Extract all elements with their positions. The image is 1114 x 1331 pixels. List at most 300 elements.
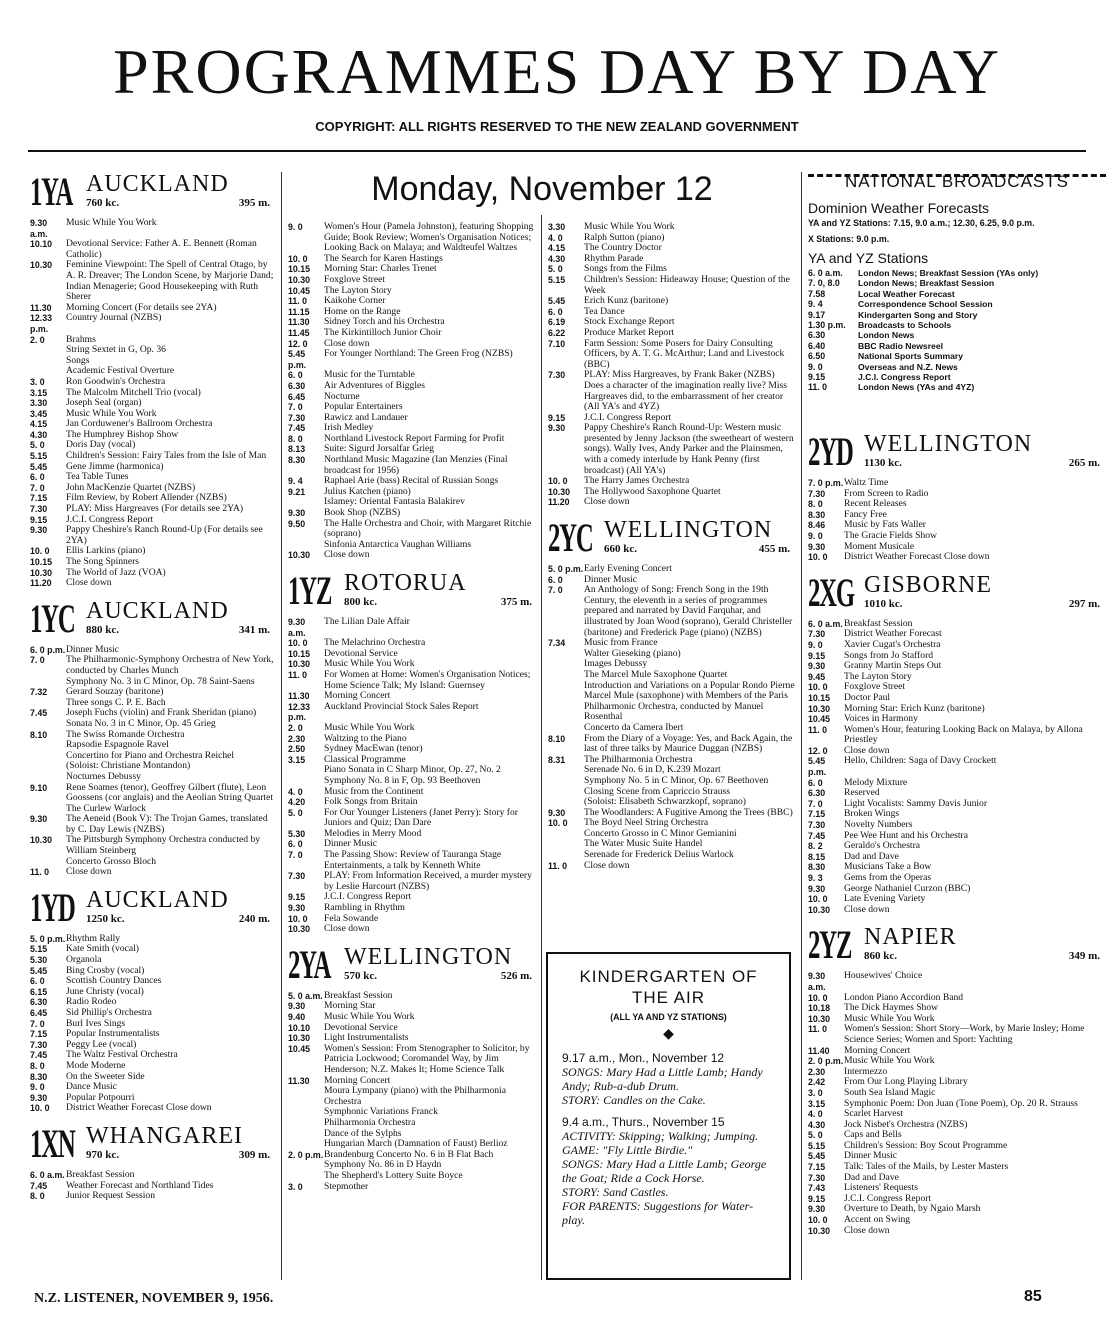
station-callsign: 2YZ — [808, 922, 852, 968]
programme-title: Marcel Mule (saxophone) with Members of the Paris Philharmonic Orchestra, conducted by Manuel Rosenthal — [584, 690, 788, 723]
programme-time — [30, 366, 66, 377]
station-block — [808, 429, 1106, 563]
station-block — [808, 922, 1106, 1236]
programme-title: Pee Wee Hunt and his Orchestra — [844, 829, 968, 841]
programme-time: 10.30 — [808, 1013, 831, 1024]
programme-item — [288, 670, 538, 691]
programme-time: 7.30 — [30, 1039, 48, 1050]
programme-time — [288, 1171, 324, 1182]
programme-item — [808, 552, 1106, 563]
national-time: 6. 0 a.m. — [808, 268, 843, 278]
programme-title: Pappy Cheshire's Ranch Round-Up (For details see 2YA) — [66, 524, 263, 546]
programme-item — [548, 339, 796, 371]
national-time: 9. 4 — [808, 299, 823, 310]
kindergarten-box — [546, 952, 791, 1280]
kindergarten-line: SONGS: Mary Had a Little Lamb; George the Goat; Ride a Cock Horse. — [562, 1157, 767, 1185]
programme-title: The Hollywood Saxophone Quartet — [584, 485, 721, 497]
programme-time: 6. 0 — [30, 472, 45, 483]
station-header — [30, 595, 276, 641]
programme-time: 10.30 — [808, 703, 831, 714]
programme-time: 9. 0 — [288, 222, 303, 232]
programme-time: 11.20 — [548, 497, 570, 508]
programme-title: Music While You Work — [66, 407, 157, 419]
programme-item — [30, 655, 276, 676]
programme-title: Julius Katchen (piano) — [324, 485, 411, 497]
programme-item — [288, 1182, 538, 1193]
programme-title: London Piano Accordion Band — [844, 991, 964, 1003]
programme-title: PLAY: Miss Hargreaves (For details see 2YA) — [66, 503, 244, 515]
programme-time: 8.30 — [808, 862, 826, 873]
programme-time: 10.15 — [288, 264, 311, 275]
programme-title: The Melachrino Orchestra — [324, 637, 426, 649]
programme-item — [30, 867, 276, 878]
masthead: PROGRAMMES DAY BY DAY — [113, 36, 1001, 107]
programme-title: The Halle Orchestra and Choir, with Margaret Ritchie (soprano) — [324, 517, 532, 540]
programme-item — [548, 670, 796, 681]
programme-title: Rambling in Rhythm — [324, 902, 406, 914]
national-item — [808, 310, 1106, 320]
national-item — [808, 330, 1106, 340]
programme-title: The Dick Haymes Show — [844, 1002, 939, 1014]
station-header — [30, 169, 276, 214]
station-callsign: 1YD — [30, 884, 75, 930]
programme-time: 6.15 — [30, 986, 48, 997]
programme-time: 10.30 — [288, 550, 311, 561]
programme-title: Concerto Grosso in C Minor Gemianini — [584, 827, 737, 839]
programme-title: Housewives' Choice — [844, 970, 923, 982]
station-wavelength: 297 m. — [1068, 597, 1100, 610]
programme-item — [288, 776, 538, 787]
programme-time — [548, 787, 584, 798]
station-header — [808, 569, 1106, 615]
programme-time: 3.15 — [808, 1098, 826, 1109]
programme-time — [30, 761, 66, 772]
programme-title: Academic Festival Overture — [66, 365, 175, 377]
programme-title: Accent on Swing — [844, 1214, 911, 1226]
programme-item — [548, 222, 796, 233]
kindergarten-date: 9.17 a.m., Mon., November 12 — [562, 1051, 725, 1065]
programme-title: Caps and Bells — [844, 1129, 902, 1141]
national-item — [808, 351, 1106, 361]
programme-title: Reserved — [844, 787, 880, 799]
programme-time: 10. 0 — [808, 992, 828, 1003]
programme-title: Country Journal (NZBS) — [66, 312, 162, 324]
programme-title: Symphony No. 5 in C Minor, Op. 67 Beethoven — [584, 774, 769, 786]
programme-title: Kaikohe Corner — [324, 295, 386, 307]
programme-time: 6. 0 — [808, 777, 823, 788]
programme-title: Pappy Cheshire's Ranch Round-Up: Western music presented by Jenny Jackson (the sweetheart of western songs). Wally Ives, Andy Parker and the Plainsmen, with a comedy interlude by Hank Penny (first broadcast) (All YA's) — [584, 422, 794, 476]
programme-time: 2.30 — [808, 1066, 826, 1077]
column-divider — [801, 172, 802, 1280]
programme-time: 6. 0 — [288, 370, 303, 381]
programme-title: Children's Session: Fairy Tales from the Isle of Man — [66, 450, 267, 462]
programme-time: 9.30 — [30, 814, 48, 825]
programme-title: Devotional Service: Father A. E. Bennett (Roman Catholic) — [66, 238, 257, 260]
programme-title: The Pittsburgh Symphony Orchestra conducted by William Steinberg — [66, 834, 261, 857]
programme-title: District Weather Forecast Close down — [844, 551, 990, 563]
programme-time — [30, 804, 66, 815]
programme-time: 9.30 — [808, 1204, 826, 1215]
programme-time: 3.15 — [30, 387, 48, 398]
programme-item — [808, 640, 1106, 651]
programme-title: Weather Forecast and Northland Tides — [66, 1179, 214, 1191]
programme-item — [30, 1103, 276, 1114]
national-time: 9.17 — [808, 309, 826, 320]
programme-time: 10. 0 — [30, 546, 50, 557]
programme-title: Sidney Torch and his Orchestra — [324, 316, 445, 328]
programme-title: Music While You Work — [66, 217, 157, 228]
programme-title: The Malcolm Mitchell Trio (vocal) — [66, 386, 201, 398]
weather-line: YA and YZ Stations: 7.15, 9.0 a.m.; 12.30, 6.25, 9.0 p.m. — [808, 218, 1035, 228]
station-city: WELLINGTON — [604, 517, 773, 544]
national-title: Overseas and N.Z. News — [858, 361, 958, 372]
programme-title: June Christy (vocal) — [66, 985, 144, 997]
programme-title: Close down — [584, 496, 630, 508]
programme-item — [548, 776, 796, 787]
station-header — [30, 884, 276, 930]
programme-time: 10. 0 — [548, 476, 568, 487]
programme-time: 10.30 — [288, 1033, 311, 1044]
station-city: NAPIER — [864, 924, 957, 951]
station-frequency: 970 kc. — [86, 1148, 119, 1161]
station-header — [548, 515, 796, 561]
programme-title: Morning Concert — [844, 1044, 911, 1056]
national-item — [808, 341, 1106, 351]
programme-time: 10. 0 — [288, 253, 308, 264]
programme-title: Dad and Dave — [844, 850, 899, 862]
programme-title: Air Adventures of Biggles — [324, 379, 425, 391]
programme-item — [30, 377, 276, 388]
programme-item — [288, 275, 538, 286]
programme-title: Foxglove Street — [324, 273, 386, 285]
programme-title: Close down — [324, 337, 370, 349]
programme-title: Women's Session: Short Story—Work, by Marie Insley; Home Science Series; Women and Sport: Yachting — [844, 1023, 1085, 1045]
programme-item — [30, 1170, 276, 1181]
programme-time: 2.50 — [288, 744, 306, 755]
programme-time: 6.19 — [548, 317, 566, 328]
programme-time: 2.42 — [808, 1077, 826, 1088]
header-rule — [28, 150, 1086, 152]
programme-time: 11.40 — [808, 1045, 830, 1056]
programme-title: (Soloist: Christiane Montandon) — [66, 760, 191, 772]
programme-time — [288, 497, 324, 508]
programme-title: Close down — [66, 866, 112, 878]
programme-item — [288, 222, 538, 254]
programme-time: 7. 0 — [30, 655, 45, 666]
programme-time: 9.45 — [808, 671, 826, 682]
programme-time: 6. 0 — [548, 306, 563, 317]
programme-title: Concerto Grosso Bloch — [66, 855, 157, 867]
programme-title: Late Evening Variety — [844, 893, 926, 905]
programme-time: 5.15 — [30, 451, 48, 462]
programme-item — [548, 497, 796, 508]
programme-item — [30, 783, 276, 804]
programme-title: Stepmother — [324, 1180, 369, 1192]
programme-time: 11. 0 — [808, 724, 828, 735]
programme-time: 10. 0 — [808, 894, 828, 905]
page-number: 85 — [1024, 1288, 1042, 1305]
programme-time: 11. 0 — [30, 867, 50, 878]
programme-time: 5. 0 p.m. — [30, 933, 66, 944]
programme-time: 3. 0 — [808, 1087, 823, 1098]
programme-time: 11. 0 — [808, 1024, 828, 1035]
programme-item — [288, 455, 538, 476]
national-time: 1.30 p.m. — [808, 320, 846, 331]
programme-title: Kate Smith (vocal) — [66, 943, 139, 955]
programme-title: The Curlew Warlock — [66, 802, 147, 814]
programme-time — [30, 751, 66, 762]
programme-title: Burl Ives Sings — [66, 1017, 126, 1029]
programme-time: 3. 0 — [30, 376, 45, 387]
programme-time: 7.30 — [30, 504, 48, 515]
programme-item — [288, 1086, 538, 1107]
programme-title: Waltzing to the Piano — [324, 732, 407, 744]
programme-item — [30, 835, 276, 856]
programme-time — [288, 540, 324, 551]
programme-time: 9.15 — [30, 514, 48, 525]
programme-title: Rene Soames (tenor), Geoffrey Gilbert (flute), Leon Goossens (cor anglais) and the Aeolian String Quartet — [66, 781, 274, 804]
programme-time: 6.45 — [288, 391, 306, 402]
station-city: AUCKLAND — [86, 597, 229, 624]
programme-title: Devotional Service — [324, 1021, 398, 1033]
station-city: AUCKLAND — [86, 171, 229, 197]
station-block — [288, 568, 538, 935]
programme-title: Nocturnes Debussy — [66, 770, 141, 782]
programme-title: Jock Nisbet's Orchestra (NZBS) — [844, 1118, 968, 1130]
station-city: GISBORNE — [864, 571, 993, 598]
programme-title: Tea Dance — [584, 305, 625, 317]
national-time: 6.40 — [808, 340, 826, 351]
station-wavelength: 341 m. — [238, 623, 270, 636]
programme-title: Breakfast Session — [66, 1168, 135, 1180]
programme-time: 2. 0 — [30, 334, 45, 345]
programme-item — [30, 578, 276, 589]
programme-time: 7.15 — [30, 493, 48, 504]
programme-time: 6. 0 a.m. — [808, 618, 843, 629]
programme-title: Women's Session: From Stenographer to Solicitor, by Patricia Lockwood; Coromandel Way, by Jim Henderson; N.Z. Makes It; Home Science Talk — [324, 1042, 530, 1075]
programme-title: Dinner Music — [584, 573, 638, 585]
programme-title: Women's Hour, featuring Looking Back on Malaya, by Allona Priestley — [844, 723, 1083, 746]
programme-time — [30, 772, 66, 783]
programme-title: Sydney MacEwan (tenor) — [324, 743, 423, 755]
programme-time — [288, 1118, 324, 1129]
programme-item — [288, 723, 538, 734]
programme-title: Popular Entertainers — [324, 401, 403, 413]
programme-title: Popular Potpourri — [66, 1091, 135, 1103]
station-frequency: 800 kc. — [344, 596, 377, 608]
programme-time: 8. 0 — [30, 1060, 45, 1071]
station-header — [30, 1120, 276, 1166]
programme-time — [548, 659, 584, 670]
station-callsign: 2YC — [548, 515, 593, 561]
programme-title: An Anthology of Song: French Song in the 19th Century, the eleventh in a series of programmes prepared and narrated by David Farquhar, and illustrated by Joan Wood (soprano), Gerald Christeller (baritone) and Frederick Page (piano) (NZBS) — [584, 584, 793, 638]
national-title: London News; Breakfast Session (YAs only) — [858, 268, 1039, 278]
programme-title: South Sea Island Magic — [844, 1086, 936, 1098]
programme-title: Music from France — [584, 637, 658, 649]
programme-title: (Soloist: Elisabeth Schwarzkopf, soprano) — [584, 796, 746, 808]
programme-time: 7.30 — [548, 370, 566, 381]
programme-title: The Song Spinners — [66, 556, 140, 567]
programme-time: 9.30 — [288, 903, 306, 914]
programme-time: 11.30 — [30, 302, 52, 313]
day-heading: Monday, November 12 — [371, 170, 713, 208]
programme-item — [288, 550, 538, 561]
programme-title: Rhythm Parade — [584, 252, 644, 264]
programme-title: Philharmonia Orchestra — [324, 1116, 416, 1128]
national-time: 7.58 — [808, 288, 826, 299]
kindergarten-line: ACTIVITY: Skipping; Walking; Jumping. — [562, 1129, 759, 1143]
programme-title: Dance Music — [66, 1081, 117, 1093]
national-title: Kindergarten Song and Story — [858, 309, 978, 320]
programme-time: 3. 0 — [288, 1181, 303, 1192]
programme-time — [548, 723, 584, 734]
programme-item — [548, 370, 796, 412]
programme-time: 10.15 — [288, 648, 311, 659]
programme-title: Popular Instrumentalists — [66, 1028, 160, 1040]
programme-title: Home on the Range — [324, 305, 401, 317]
station-wavelength: 309 m. — [238, 1148, 270, 1161]
programme-time: 5.30 — [30, 955, 48, 966]
programme-item — [30, 1008, 276, 1019]
programme-time: 10.30 — [288, 659, 311, 670]
programme-time: 8.30 — [30, 1071, 48, 1082]
programme-item — [548, 423, 796, 476]
programme-time — [548, 649, 584, 660]
programme-title: Rhythm Rally — [66, 932, 121, 944]
national-title: NATIONAL BROADCASTS — [845, 172, 1069, 191]
programme-title: Close down — [324, 549, 370, 561]
programme-title: J.C.I. Congress Report — [844, 1192, 932, 1204]
programme-title: Folk Songs from Britain — [324, 796, 418, 808]
programme-title: Talk: Tales of the Mails, by Lester Masters — [844, 1161, 1009, 1173]
programme-item — [548, 861, 796, 872]
weather-line: X Stations: 9.0 p.m. — [808, 234, 890, 244]
programme-time: 9. 0 — [30, 1082, 45, 1093]
programme-item — [548, 734, 796, 755]
programme-time: 5. 0 a.m. — [288, 990, 323, 1001]
programme-title: The World of Jazz (VOA) — [66, 566, 166, 578]
programme-time — [288, 1086, 324, 1107]
programme-title: PLAY: From Information Received, a murder mystery by Leslie Harcourt (NZBS) — [324, 870, 532, 892]
programme-title: Voices in Harmony — [844, 713, 918, 725]
programme-time: 5.45 — [30, 965, 48, 976]
programme-time — [288, 1139, 324, 1150]
programme-title: For Younger Northland: The Green Frog (NZBS) — [324, 348, 513, 360]
national-item — [808, 289, 1106, 299]
programme-time: 7.45 — [30, 708, 48, 719]
station-city: AUCKLAND — [86, 886, 229, 913]
programme-title: District Weather Forecast Close down — [66, 1102, 212, 1114]
programme-title: Rawicz and Landauer — [324, 411, 408, 423]
programme-title: Melodies in Merry Mood — [324, 827, 422, 839]
programme-time: 8. 2 — [808, 841, 823, 852]
programme-time — [288, 1107, 324, 1118]
programme-time: 10.15 — [808, 692, 831, 703]
station-callsign: 2YA — [288, 941, 331, 987]
programme-time: 5. 0 — [288, 807, 303, 818]
programme-title: Morning Concert — [324, 1074, 391, 1086]
national-item — [808, 320, 1106, 330]
station-callsign: 2XG — [808, 569, 854, 615]
programme-time: 7.43 — [808, 1183, 826, 1194]
col-4 — [808, 429, 1106, 1246]
programme-title: Light Vocalists: Sammy Davis Junior — [844, 797, 988, 809]
programme-title: Broken Wings — [844, 808, 900, 820]
programme-time: 10.45 — [288, 1043, 311, 1054]
programme-title: Ellis Larkins (piano) — [66, 545, 146, 557]
national-title: National Sports Summary — [858, 351, 964, 362]
programme-time: 10. 0 — [288, 638, 308, 649]
programme-title: J.C.I. Congress Report — [324, 891, 412, 903]
programme-title: Irish Medley — [324, 422, 374, 434]
programme-item — [808, 693, 1106, 704]
programme-time: 10. 0 — [808, 552, 828, 563]
yz-title: YA and YZ Stations — [808, 250, 929, 266]
programme-title: Northland Music Magazine (Ian Menzies (Final broadcast for 1956) — [324, 454, 508, 476]
station-frequency: 760 kc. — [86, 197, 119, 209]
programme-title: Mode Moderne — [66, 1059, 126, 1071]
programme-title: Serenade for Frederick Delius Warlock — [584, 849, 734, 861]
programme-title: Raphael Arie (bass) Recital of Russian Songs — [324, 475, 499, 487]
programme-title: Dinner Music — [324, 838, 378, 850]
programme-item — [30, 557, 276, 568]
programme-time — [548, 850, 584, 861]
programme-time: 5.45 — [808, 1151, 826, 1162]
programme-title: From Our Long Playing Library — [844, 1076, 968, 1088]
programme-time: 10. 0 — [30, 1103, 50, 1114]
programme-title: The Kirkintilloch Junior Choir — [324, 326, 442, 338]
programme-time — [30, 740, 66, 751]
programme-title: The Layton Story — [844, 670, 912, 682]
programme-title: The Passing Show: Review of Tauranga Stage Entertainments, a talk by Kenneth White — [324, 849, 502, 871]
programme-item — [288, 871, 538, 892]
programme-title: The Shepherd's Lottery Suite Boyce — [324, 1169, 463, 1181]
programme-title: Joseph Seal (organ) — [66, 397, 142, 409]
programme-title: Dance of the Sylphs — [324, 1127, 402, 1139]
programme-item — [30, 814, 276, 835]
programme-title: Ron Goodwin's Orchestra — [66, 375, 166, 387]
programme-title: Peggy Lee (vocal) — [66, 1038, 137, 1050]
programme-title: Serenade No. 6 in D, K.239 Mozart — [584, 764, 721, 776]
programme-title: Songs from the Films — [584, 263, 667, 275]
programme-time: 10.45 — [808, 714, 831, 725]
programme-time: 7.45 — [288, 423, 306, 434]
station-block — [30, 1120, 276, 1202]
programme-title: Feminine Viewpoint: The Spell of Central Otago, by A. R. Dreaver; The London Scene, by Marjorie Dand; Indian Menagerie; Good Housekeeping with Ruth Sherer — [66, 259, 274, 303]
station-wavelength: 265 m. — [1068, 457, 1100, 469]
programme-title: Children's Session: Boy Scout Programme — [844, 1139, 1008, 1151]
programme-time: 12. 0 — [288, 338, 308, 349]
programme-title: Moment Musicale — [844, 540, 915, 552]
programme-time: 9.15 — [288, 892, 306, 903]
programme-time: 7.30 — [288, 412, 306, 423]
programme-title: Novelty Numbers — [844, 819, 913, 831]
programme-title: John MacKenzie Quartet (NZBS) — [66, 481, 196, 493]
programme-time: 12.33 p.m. — [30, 313, 53, 334]
programme-time: 7.30 — [808, 820, 826, 831]
programme-time — [548, 776, 584, 787]
programme-time — [288, 776, 324, 787]
programme-time: 3.30 — [30, 398, 48, 409]
station-block — [30, 884, 276, 1114]
programme-time: 9.30 — [288, 1001, 306, 1012]
programme-item — [288, 617, 538, 638]
programme-title: Musicians Take a Bow — [844, 861, 932, 873]
programme-time: 9.30 — [808, 883, 826, 894]
programme-time: 3.30 — [548, 222, 566, 232]
programme-time: 5. 0 p.m. — [548, 564, 584, 575]
programme-title: Close down — [324, 923, 370, 935]
